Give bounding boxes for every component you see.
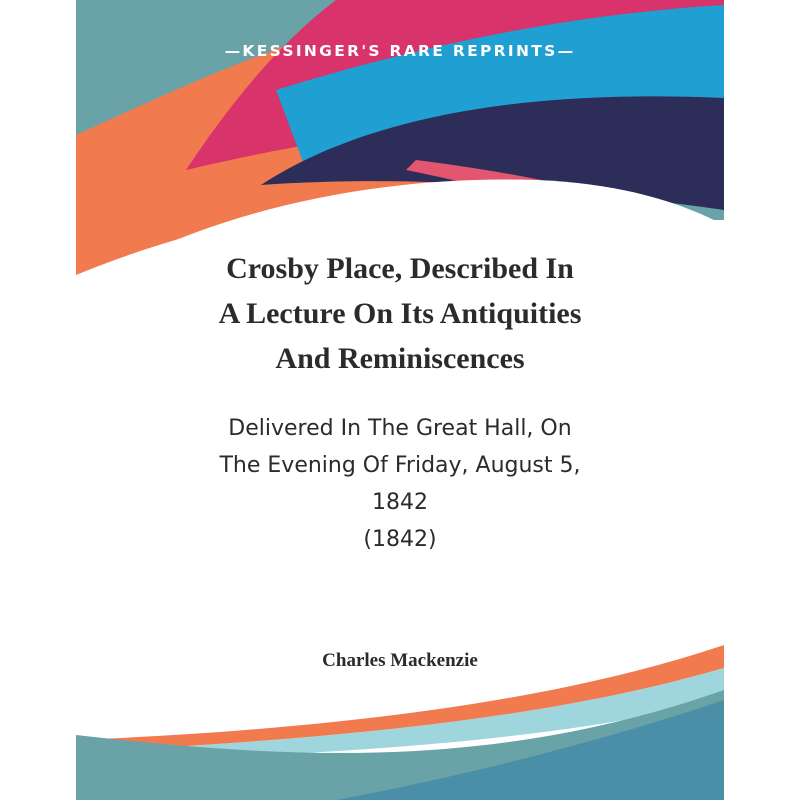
book-author: Charles Mackenzie — [322, 650, 478, 671]
subtitle-line: (1842) — [363, 527, 437, 552]
publisher-banner: —KESSINGER'S RARE REPRINTS— — [224, 42, 576, 60]
subtitle-line: Delivered In The Great Hall, On — [228, 416, 572, 441]
title-line: A Lecture On Its Antiquities — [218, 297, 582, 330]
title-line: Crosby Place, Described In — [226, 252, 574, 285]
subtitle-line: The Evening Of Friday, August 5, — [219, 453, 581, 478]
cover-artwork — [76, 0, 724, 800]
book-subtitle — [96, 410, 704, 558]
title-line: And Reminiscences — [275, 342, 525, 375]
subtitle-line: 1842 — [372, 490, 428, 515]
book-cover — [76, 0, 724, 800]
book-title — [96, 246, 704, 381]
